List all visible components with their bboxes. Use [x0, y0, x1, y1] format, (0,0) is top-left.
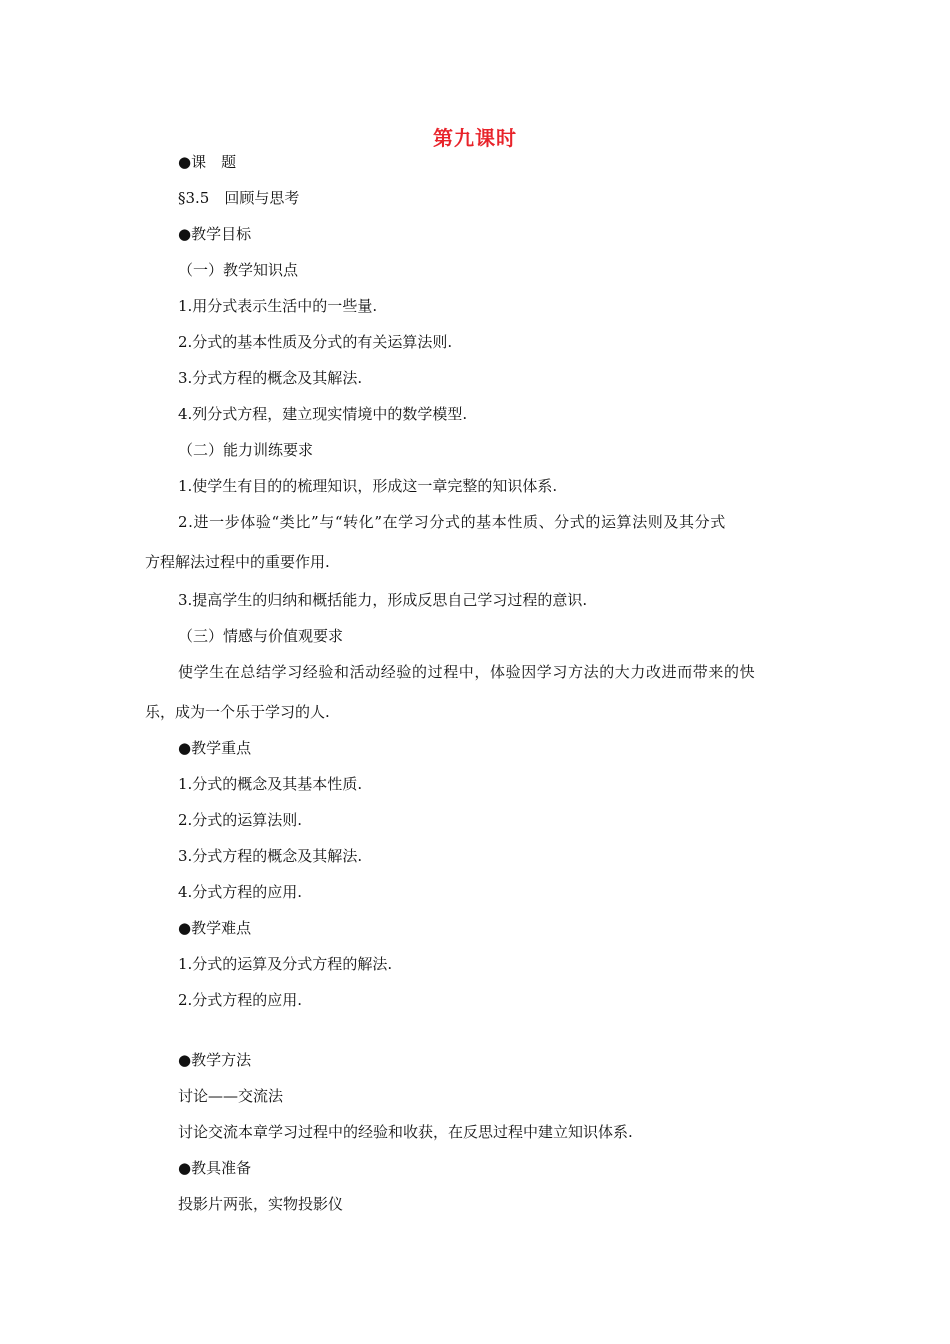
section-heading-methods: ●教学方法	[178, 1051, 252, 1069]
paragraph-continuation: 方程解法过程中的重要作用.	[145, 553, 330, 571]
section-heading-difficulties: ●教学难点	[178, 919, 252, 937]
list-item: 1.分式的概念及其基本性质.	[178, 775, 363, 793]
list-item: 3.分式方程的概念及其解法.	[178, 847, 363, 865]
list-item: 2.分式的运算法则.	[178, 811, 303, 829]
paragraph: 使学生在总结学习经验和活动经验的过程中，体验因学习方法的大力改进而带来的快	[178, 663, 756, 681]
list-item: 1.使学生有目的的梳理知识，形成这一章完整的知识体系.	[178, 477, 558, 495]
list-item: 4.列分式方程，建立现实情境中的数学模型.	[178, 405, 468, 423]
list-item: 1.分式的运算及分式方程的解法.	[178, 955, 393, 973]
list-item: 3.分式方程的概念及其解法.	[178, 369, 363, 387]
paragraph: 讨论交流本章学习过程中的经验和收获，在反思过程中建立知识体系.	[178, 1123, 633, 1141]
list-item: 2.分式的基本性质及分式的有关运算法则.	[178, 333, 453, 351]
list-item: 2.进一步体验“类比”与“转化”在学习分式的基本性质、分式的运算法则及其分式	[178, 513, 726, 531]
list-item: 4.分式方程的应用.	[178, 883, 303, 901]
topic-text: §3.5 回顾与思考	[178, 189, 300, 207]
materials-text: 投影片两张，实物投影仪	[178, 1195, 344, 1213]
subheading-values: （三）情感与价值观要求	[178, 627, 344, 645]
section-heading-key-points: ●教学重点	[178, 739, 252, 757]
subheading-knowledge: （一）教学知识点	[178, 261, 299, 279]
method-text: 讨论——交流法	[178, 1087, 284, 1105]
subheading-ability: （二）能力训练要求	[178, 441, 314, 459]
page-title: 第九课时	[433, 126, 517, 150]
section-heading-materials: ●教具准备	[178, 1159, 252, 1177]
list-item: 3.提高学生的归纳和概括能力，形成反思自己学习过程的意识.	[178, 591, 588, 609]
section-heading-topic: ●课 题	[178, 153, 237, 171]
paragraph-continuation: 乐，成为一个乐于学习的人.	[145, 703, 330, 721]
list-item: 2.分式方程的应用.	[178, 991, 303, 1009]
section-heading-objectives: ●教学目标	[178, 225, 252, 243]
list-item: 1.用分式表示生活中的一些量.	[178, 297, 378, 315]
